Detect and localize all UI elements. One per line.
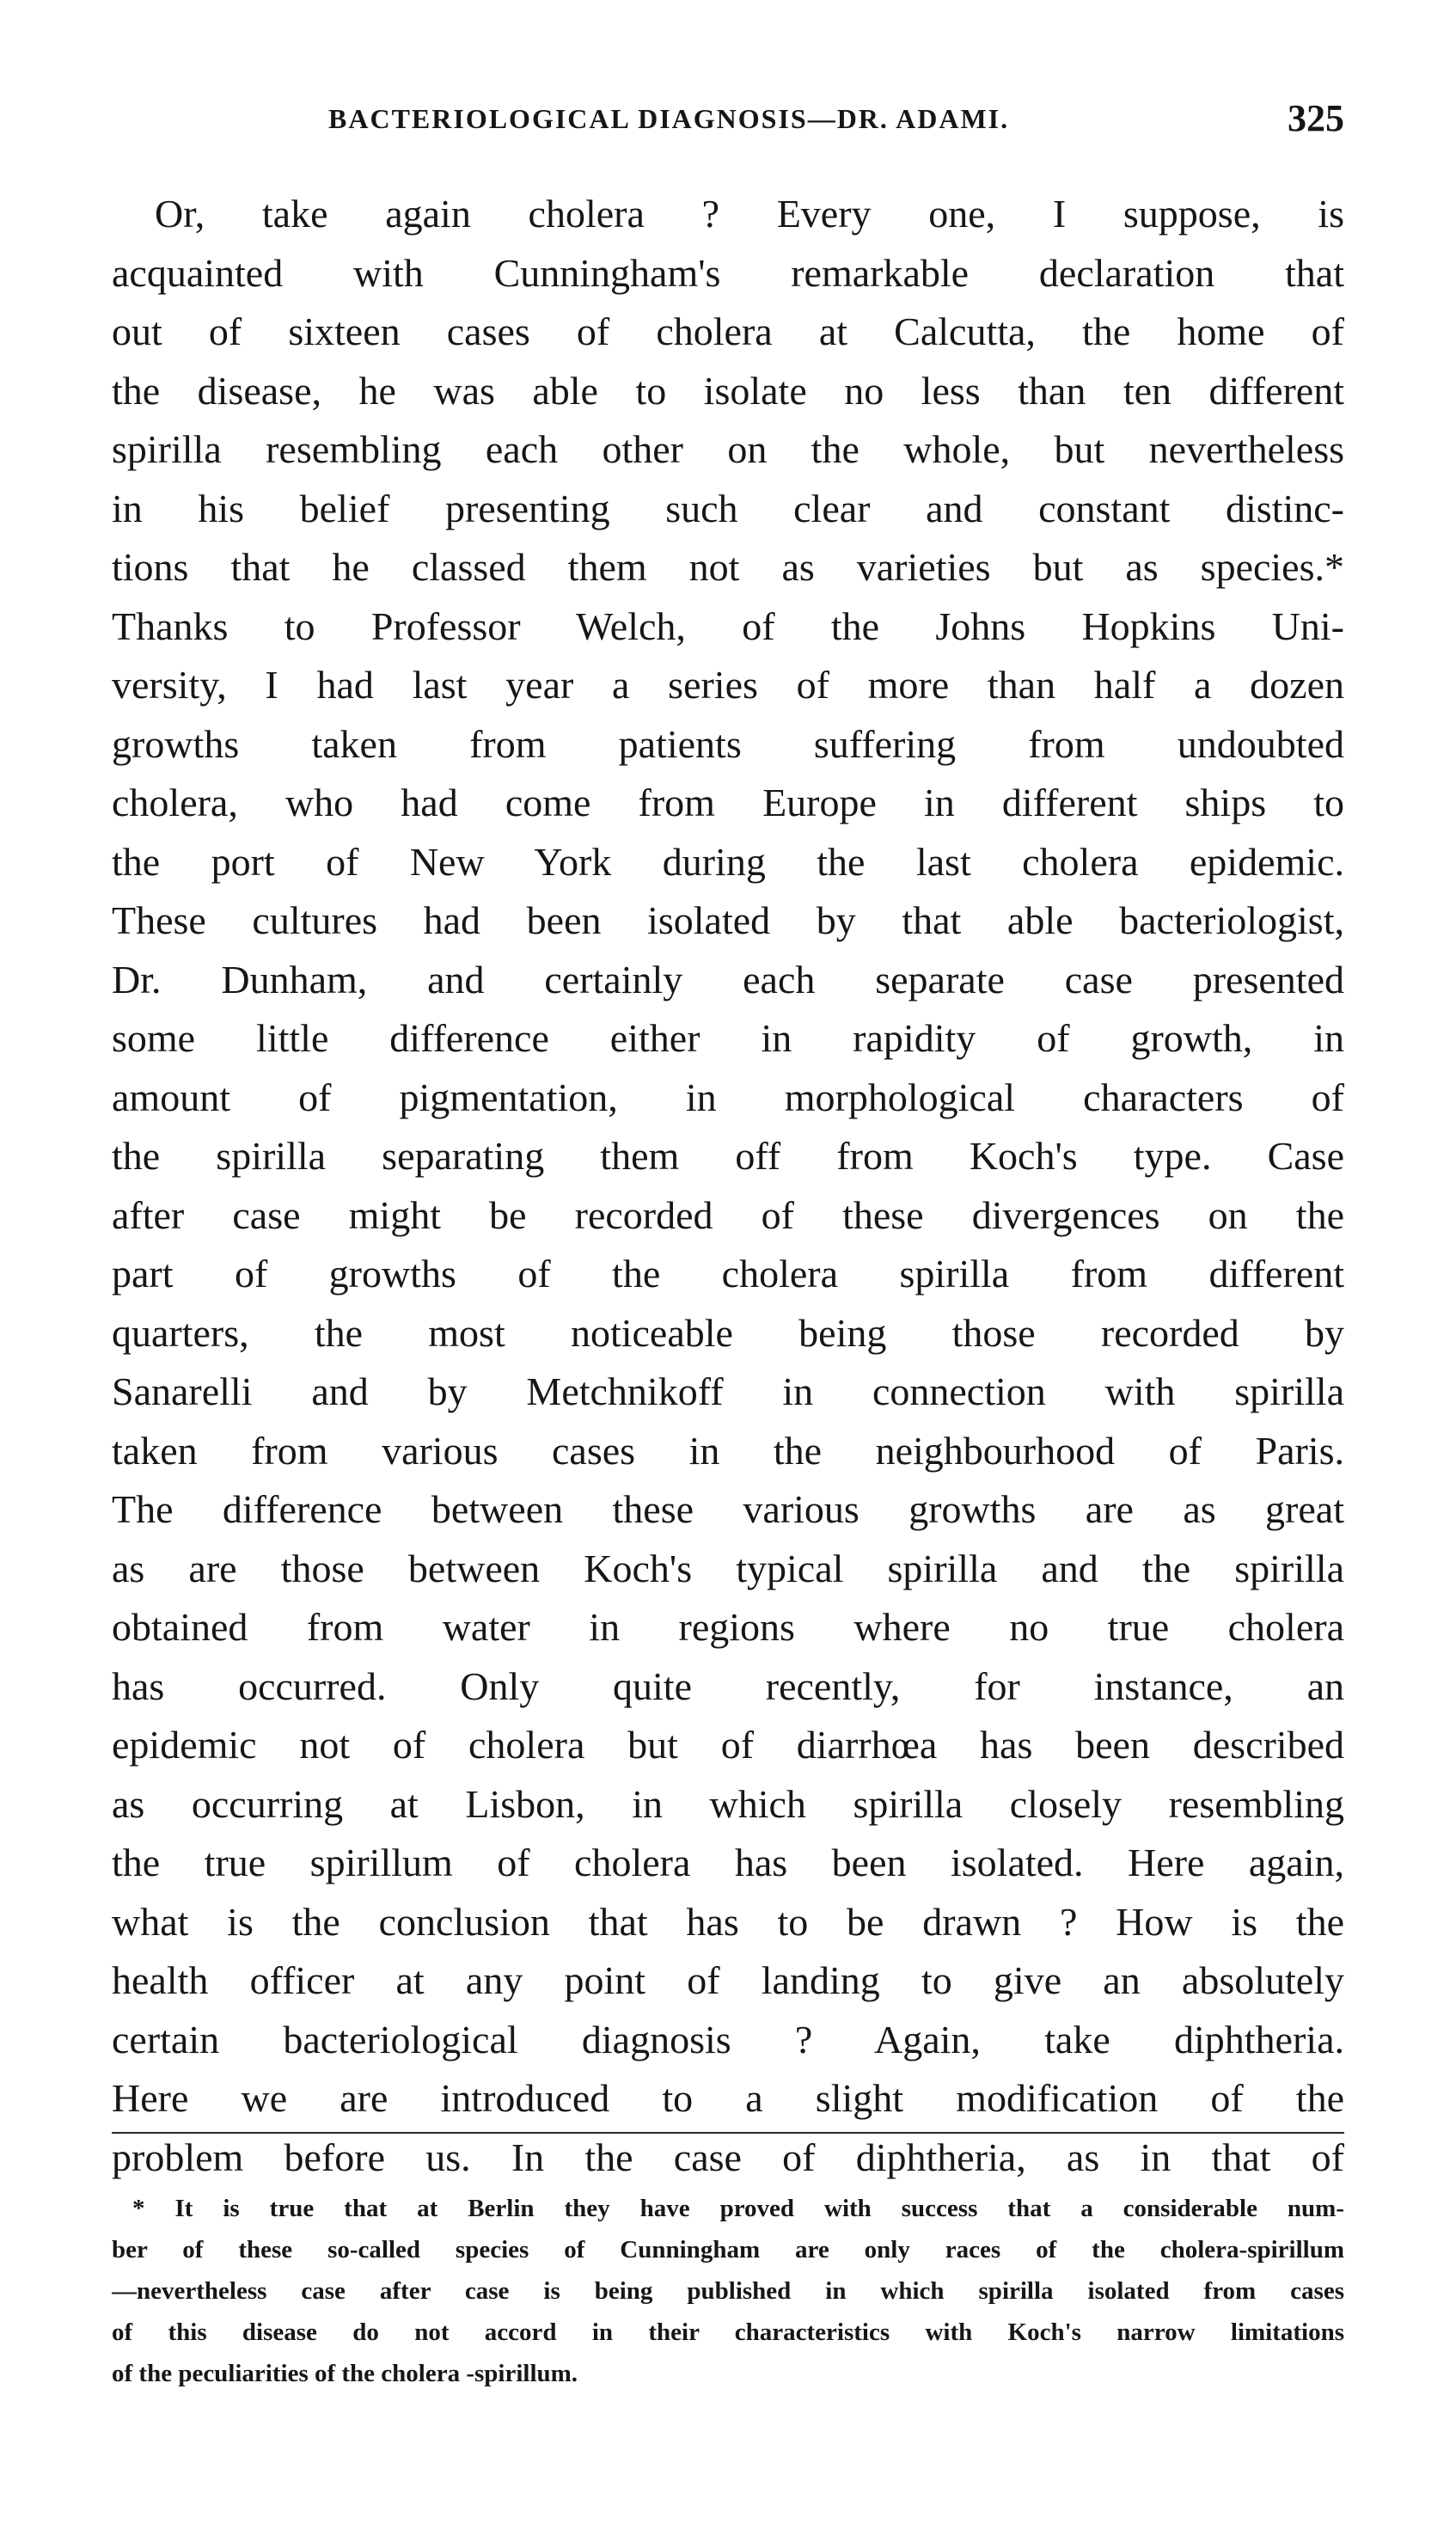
body-line: acquainted with Cunningham's remarkable declaration that — [112, 250, 1344, 295]
footnote-line: * It is true that at Berlin they have proved with success that a considerable num- — [132, 2195, 1344, 2222]
body-line: some little difference either in rapidity of growth, in — [112, 1016, 1344, 1060]
body-line: in his belief presenting such clear and constant distinc- — [112, 486, 1344, 530]
body-line: the spirilla separating them off from Koch's type. Case — [112, 1134, 1344, 1178]
body-line: part of growths of the cholera spirilla from different — [112, 1252, 1344, 1296]
body-line: taken from various cases in the neighbourhood of Paris. — [112, 1428, 1344, 1473]
body-line: Thanks to Professor Welch, of the Johns Hopkins Uni- — [112, 603, 1344, 648]
running-head — [112, 93, 1344, 144]
body-line: The difference between these various growths are as great — [112, 1487, 1344, 1531]
footnote-divider — [112, 2132, 1344, 2134]
body-line: quarters, the most noticeable being those recorded by — [112, 1310, 1344, 1355]
footnote-line: ber of these so-called species of Cunningham are only races of the cholera-spirillum — [112, 2236, 1344, 2263]
body-line: obtained from water in regions where no true cholera — [112, 1605, 1344, 1649]
body-line: Or, take again cholera ? Every one, I suppose, is — [155, 192, 1344, 236]
body-line: as occurring at Lisbon, in which spirilla closely resembling — [112, 1781, 1344, 1826]
footnote-line: of this disease do not accord in their characteristics with Koch's narrow limitations — [112, 2319, 1344, 2346]
body-text — [112, 185, 1344, 2187]
body-line: health officer at any point of landing to give an absolutely — [112, 1958, 1344, 2002]
body-line: after case might be recorded of these divergences on the — [112, 1192, 1344, 1237]
footnote-line: —nevertheless case after case is being published in which spirilla isolated from cases — [112, 2277, 1344, 2305]
body-line: growths taken from patients suffering from undoubted — [112, 721, 1344, 766]
running-title: BACTERIOLOGICAL DIAGNOSIS—DR. ADAMI. — [328, 103, 1010, 134]
body-line: certain bacteriological diagnosis ? Again, take diphtheria. — [112, 2017, 1344, 2061]
body-line: Dr. Dunham, and certainly each separate case presented — [112, 957, 1344, 1002]
body-line: has occurred. Only quite recently, for instance, an — [112, 1663, 1344, 1708]
body-line: the port of New York during the last cholera epidemic. — [112, 839, 1344, 884]
body-line: what is the conclusion that has to be drawn ? How is the — [112, 1899, 1344, 1944]
body-line: Sanarelli and by Metchnikoff in connection with spirilla — [112, 1369, 1344, 1413]
body-line: tions that he classed them not as varieties but as species.* — [112, 545, 1344, 589]
body-line: out of sixteen cases of cholera at Calcutta, the home of — [112, 309, 1344, 353]
body-line: amount of pigmentation, in morphological characters of — [112, 1075, 1344, 1119]
body-line: problem before us. In the case of diphtheria, as in that of — [112, 2135, 1344, 2179]
page-number: 325 — [1288, 97, 1344, 139]
body-line: Here we are introduced to a slight modification of the — [112, 2076, 1344, 2120]
body-line: as are those between Koch's typical spirilla and the spirilla — [112, 1546, 1344, 1590]
body-line: epidemic not of cholera but of diarrhœa has been described — [112, 1723, 1344, 1767]
footnote — [112, 2188, 1344, 2394]
footnote-line: of the peculiarities of the cholera -spirillum. — [112, 2360, 578, 2387]
body-line: the true spirillum of cholera has been isolated. Here again, — [112, 1841, 1344, 1884]
body-line: versity, I had last year a series of more than half a dozen — [112, 663, 1344, 707]
body-line: spirilla resembling each other on the whole, but nevertheless — [112, 427, 1344, 471]
body-line: cholera, who had come from Europe in different ships to — [112, 781, 1344, 824]
body-line: These cultures had been isolated by that able bacteriologist, — [112, 898, 1344, 942]
body-line: the disease, he was able to isolate no less than ten different — [112, 368, 1344, 413]
